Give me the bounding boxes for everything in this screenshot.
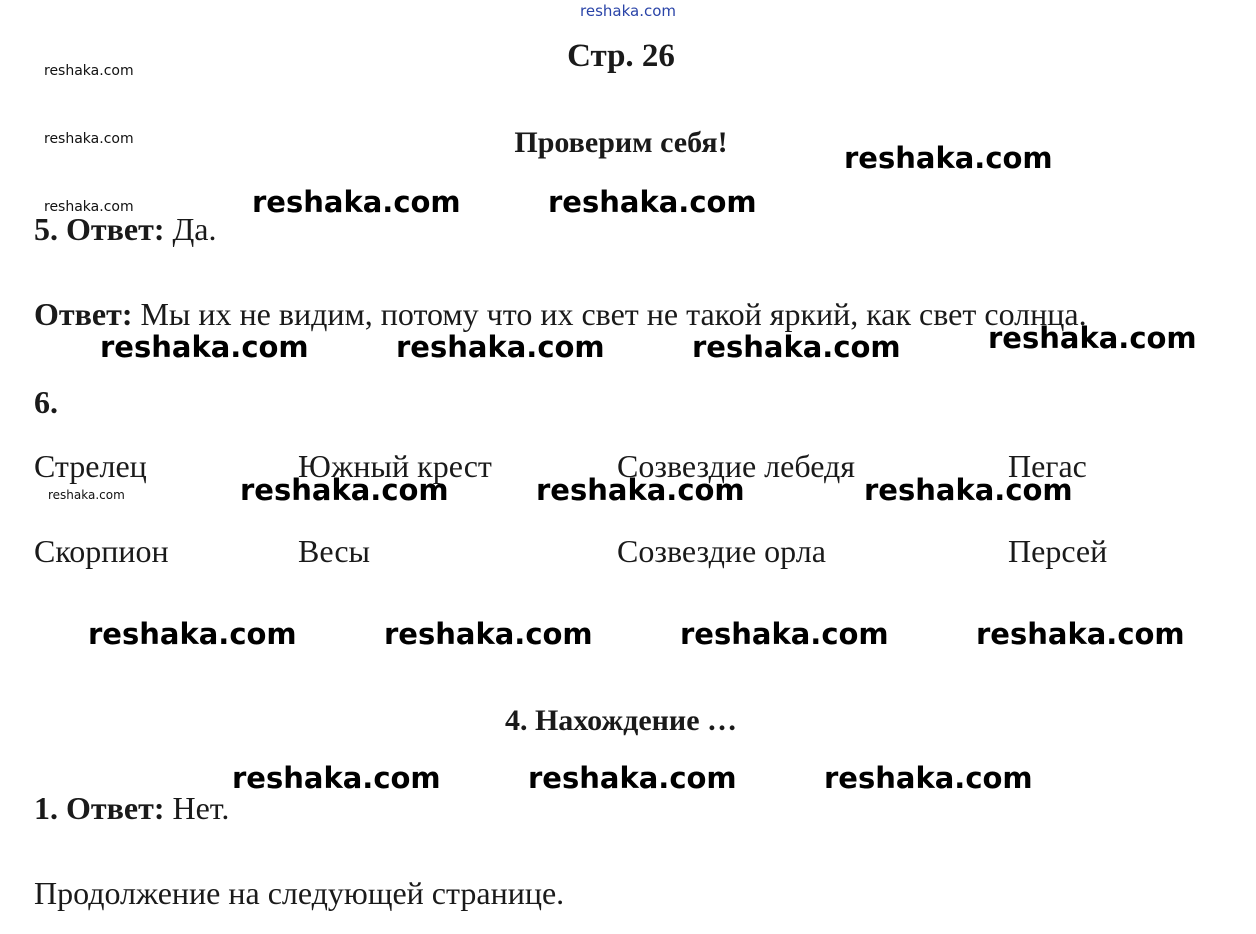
constellation-cell: Стрелец (34, 448, 147, 484)
continuation-note: Продолжение на следующей странице. (34, 875, 565, 911)
watermark: reshaka.com (864, 473, 1073, 507)
subsection-heading: 4. Нахождение … (504, 704, 738, 737)
constellation-cell: Весы (298, 533, 371, 569)
watermark: reshaka.com (692, 330, 901, 364)
watermark: reshaka.com (240, 473, 449, 507)
constellation-cell: Пегас (1008, 448, 1087, 484)
page-title: Стр. 26 (567, 38, 675, 74)
watermark: reshaka.com (44, 199, 134, 215)
watermark: reshaka.com (44, 131, 134, 147)
constellation-cell: Персей (1008, 533, 1108, 569)
answer-1-label: 1. Ответ: (34, 790, 165, 826)
constellation-cell: Скорпион (34, 533, 169, 569)
watermark: reshaka.com (48, 488, 125, 502)
watermark: reshaka.com (252, 185, 461, 219)
answer-1-text: Нет. (164, 790, 230, 826)
answer-label: Ответ: (34, 296, 133, 332)
watermark: reshaka.com (44, 63, 134, 79)
section-heading: Проверим себя! (514, 126, 728, 159)
watermark: reshaka.com (680, 617, 889, 651)
answer-text: Мы их не видим, потому что их свет не такой яркий, как свет солнца. (132, 296, 1087, 332)
watermark: reshaka.com (384, 617, 593, 651)
constellation-cell: Созвездие орла (617, 533, 826, 569)
watermark: reshaka.com (232, 761, 441, 795)
answer-1 (34, 790, 229, 827)
watermark-top: reshaka.com (580, 2, 676, 20)
watermark: reshaka.com (988, 321, 1197, 355)
watermark: reshaka.com (824, 761, 1033, 795)
question-6-number: 6. (34, 384, 58, 420)
answer-explanation (34, 296, 1087, 333)
watermark: reshaka.com (976, 617, 1185, 651)
watermark: reshaka.com (528, 761, 737, 795)
watermark: reshaka.com (536, 473, 745, 507)
answer-5 (34, 211, 217, 248)
watermark: reshaka.com (844, 141, 1053, 175)
watermark: reshaka.com (548, 185, 757, 219)
answer-5-text: Да. (164, 211, 217, 247)
constellation-cell: Южный крест (298, 448, 492, 484)
watermark: reshaka.com (88, 617, 297, 651)
watermark: reshaka.com (100, 330, 309, 364)
watermark: reshaka.com (396, 330, 605, 364)
constellation-cell: Созвездие лебедя (617, 448, 855, 484)
answer-5-label: 5. Ответ: (34, 211, 165, 247)
